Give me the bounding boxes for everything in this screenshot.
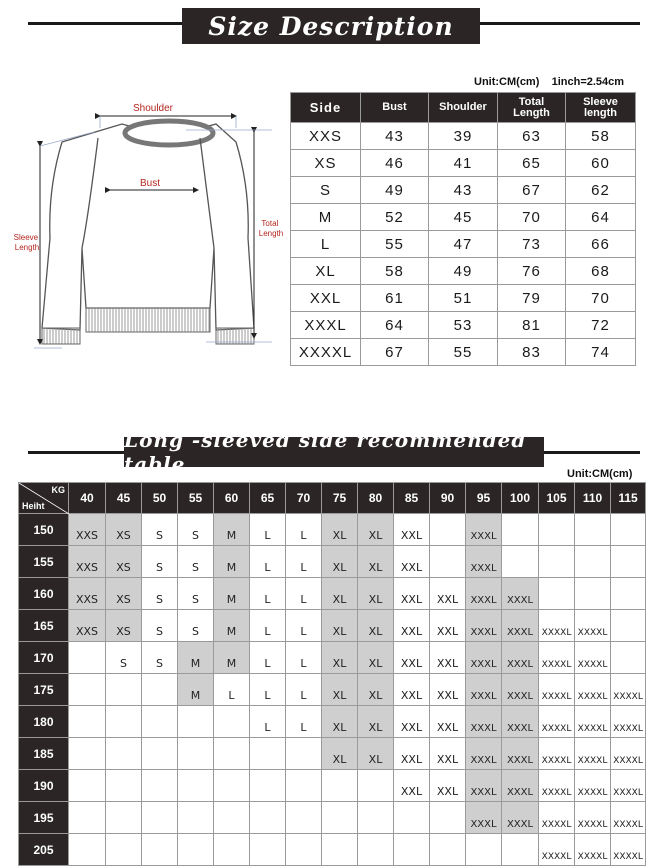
size-value-cell: 66 — [566, 231, 636, 258]
recommend-cell: S — [178, 514, 214, 546]
recommend-cell — [178, 706, 214, 738]
recommend-cell: XXXL — [466, 610, 502, 642]
waist-rib — [86, 308, 210, 332]
recommend-cell: XXL — [394, 546, 430, 578]
recommend-cell: M — [214, 578, 250, 610]
recommend-cell — [106, 834, 142, 866]
size-value-cell: 43 — [361, 123, 429, 150]
kg-header: 90 — [430, 483, 466, 514]
page-title: Size Description — [182, 8, 480, 44]
recommend-cell: S — [178, 578, 214, 610]
recommend-cell — [502, 514, 539, 546]
recommend-cell — [178, 802, 214, 834]
recommend-cell: XXXXL — [575, 642, 611, 674]
recommend-cell — [250, 834, 286, 866]
recommend-cell — [142, 834, 178, 866]
recommend-cell — [106, 770, 142, 802]
size-value-cell: 64 — [361, 312, 429, 339]
recommend-cell: XXXL — [466, 738, 502, 770]
recommend-cell: XXXXL — [575, 834, 611, 866]
recommend-cell: XXL — [394, 578, 430, 610]
height-header: 155 — [19, 546, 69, 578]
recommend-cell: XXXXL — [539, 642, 575, 674]
recommend-cell — [142, 674, 178, 706]
recommend-cell: XXXXL — [539, 770, 575, 802]
size-value-cell: 67 — [361, 339, 429, 366]
recommend-cell — [250, 738, 286, 770]
total-length-label: Total Length — [258, 219, 284, 238]
recommend-cell — [69, 834, 106, 866]
recommend-cell: XXXL — [466, 770, 502, 802]
size-value-cell: 74 — [566, 339, 636, 366]
recommend-cell: L — [286, 642, 322, 674]
recommend-cell — [142, 706, 178, 738]
size-value-cell: 53 — [429, 312, 498, 339]
kg-header: 65 — [250, 483, 286, 514]
recommend-cell: S — [106, 642, 142, 674]
recommend-cell: XXXXL — [611, 770, 646, 802]
recommend-cell: XXL — [394, 642, 430, 674]
corner-height-label: Heiht — [22, 501, 45, 511]
recommend-cell: XL — [322, 674, 358, 706]
recommend-cell: S — [178, 610, 214, 642]
recommend-cell: M — [214, 610, 250, 642]
recommend-cell: XXL — [430, 578, 466, 610]
size-value-cell: 49 — [429, 258, 498, 285]
height-header: 150 — [19, 514, 69, 546]
kg-header: 70 — [286, 483, 322, 514]
size-value-cell: 70 — [566, 285, 636, 312]
recommend-cell — [286, 738, 322, 770]
rec-rule-right — [544, 451, 640, 454]
recommend-cell: XXXL — [466, 802, 502, 834]
recommend-cell: XXXXL — [539, 802, 575, 834]
recommend-cell: L — [286, 610, 322, 642]
recommend-cell — [575, 546, 611, 578]
recommend-cell — [358, 802, 394, 834]
kg-header: 85 — [394, 483, 430, 514]
size-value-cell: 41 — [429, 150, 498, 177]
kg-header: 110 — [575, 483, 611, 514]
title-rule-left — [28, 22, 182, 25]
recommend-cell: XL — [358, 546, 394, 578]
size-label-cell: XXS — [291, 123, 361, 150]
size-value-cell: 51 — [429, 285, 498, 312]
recommend-cell: XXL — [430, 674, 466, 706]
recommend-cell — [214, 802, 250, 834]
size-value-cell: 65 — [498, 150, 566, 177]
recommend-cell — [69, 802, 106, 834]
height-header: 195 — [19, 802, 69, 834]
height-header: 160 — [19, 578, 69, 610]
recommend-cell — [69, 738, 106, 770]
recommend-cell: XXS — [69, 610, 106, 642]
recommend-cell: XXXXL — [611, 802, 646, 834]
recommend-cell: XXL — [394, 770, 430, 802]
recommend-cell: XL — [322, 610, 358, 642]
recommend-cell: XXXL — [502, 738, 539, 770]
size-value-cell: 79 — [498, 285, 566, 312]
size-label-cell: S — [291, 177, 361, 204]
recommend-cell: XS — [106, 578, 142, 610]
recommend-cell: XXXL — [466, 578, 502, 610]
recommend-cell — [611, 610, 646, 642]
recommend-cell: XXXXL — [539, 610, 575, 642]
recommend-cell: XXS — [69, 514, 106, 546]
cuff-left-rib — [42, 328, 80, 344]
size-row — [291, 150, 636, 177]
recommend-cell — [142, 770, 178, 802]
recommend-row — [19, 578, 646, 610]
recommend-cell: XXXL — [466, 546, 502, 578]
size-table — [290, 92, 636, 366]
recommend-cell — [358, 770, 394, 802]
recommend-cell: XL — [358, 674, 394, 706]
size-row — [291, 285, 636, 312]
size-row — [291, 312, 636, 339]
size-value-cell: 58 — [566, 123, 636, 150]
recommend-cell — [322, 802, 358, 834]
size-value-cell: 72 — [566, 312, 636, 339]
recommend-cell: XL — [358, 610, 394, 642]
kg-header: 50 — [142, 483, 178, 514]
size-value-cell: 39 — [429, 123, 498, 150]
corner-kg-label: KG — [51, 485, 65, 495]
recommend-cell — [502, 834, 539, 866]
size-label-cell: M — [291, 204, 361, 231]
recommend-cell: XXXL — [502, 770, 539, 802]
recommend-cell: XXL — [430, 610, 466, 642]
recommend-cell: XL — [358, 706, 394, 738]
recommend-cell: L — [286, 514, 322, 546]
recommend-cell: L — [286, 706, 322, 738]
recommend-row — [19, 834, 646, 866]
recommend-cell — [214, 834, 250, 866]
recommend-row — [19, 674, 646, 706]
recommend-cell — [106, 706, 142, 738]
kg-header: 60 — [214, 483, 250, 514]
size-value-cell: 43 — [429, 177, 498, 204]
size-value-cell: 68 — [566, 258, 636, 285]
size-row — [291, 123, 636, 150]
recommend-cell — [69, 642, 106, 674]
recommend-cell — [575, 578, 611, 610]
recommend-cell: S — [142, 514, 178, 546]
recommend-cell: S — [142, 642, 178, 674]
recommend-row — [19, 546, 646, 578]
recommend-cell — [178, 738, 214, 770]
size-value-cell: 83 — [498, 339, 566, 366]
recommend-row — [19, 642, 646, 674]
size-value-cell: 45 — [429, 204, 498, 231]
size-value-cell: 70 — [498, 204, 566, 231]
size-row — [291, 231, 636, 258]
recommend-cell — [394, 834, 430, 866]
recommend-cell: XXXXL — [539, 738, 575, 770]
recommend-cell: L — [250, 642, 286, 674]
kg-header: 80 — [358, 483, 394, 514]
recommend-cell: XS — [106, 514, 142, 546]
size-value-cell: 55 — [429, 339, 498, 366]
height-header: 165 — [19, 610, 69, 642]
size-value-cell: 73 — [498, 231, 566, 258]
height-header: 175 — [19, 674, 69, 706]
recommend-cell — [142, 802, 178, 834]
recommend-cell: XXXXL — [611, 738, 646, 770]
height-header: 170 — [19, 642, 69, 674]
recommend-cell: XL — [322, 578, 358, 610]
kg-header: 75 — [322, 483, 358, 514]
recommend-cell — [69, 674, 106, 706]
recommend-cell: XXXXL — [575, 738, 611, 770]
recommend-cell: S — [142, 610, 178, 642]
recommend-cell — [466, 834, 502, 866]
recommend-cell: XXL — [430, 642, 466, 674]
recommend-cell — [250, 802, 286, 834]
recommend-cell: XL — [322, 514, 358, 546]
recommend-row — [19, 802, 646, 834]
recommend-cell: XXXXL — [611, 706, 646, 738]
recommend-cell: XXXXL — [539, 674, 575, 706]
recommend-cell: L — [286, 546, 322, 578]
recommend-cell: XL — [358, 738, 394, 770]
recommend-cell: XXXXL — [575, 770, 611, 802]
height-header: 190 — [19, 770, 69, 802]
recommend-cell — [69, 770, 106, 802]
recommend-cell: XXXL — [502, 578, 539, 610]
kg-header: 100 — [502, 483, 539, 514]
recommend-cell — [539, 546, 575, 578]
size-label-cell: XL — [291, 258, 361, 285]
recommend-cell: XXS — [69, 578, 106, 610]
recommend-cell: XXL — [394, 674, 430, 706]
recommend-cell: XXL — [430, 738, 466, 770]
title-rule-right — [480, 22, 640, 25]
recommend-cell — [69, 706, 106, 738]
recommend-cell: L — [250, 514, 286, 546]
recommend-cell: XL — [322, 738, 358, 770]
recommend-cell: M — [178, 674, 214, 706]
recommend-cell: L — [286, 578, 322, 610]
size-row — [291, 339, 636, 366]
height-header: 205 — [19, 834, 69, 866]
recommend-cell: XXXL — [466, 514, 502, 546]
kg-header: 55 — [178, 483, 214, 514]
recommend-cell: XL — [322, 706, 358, 738]
recommend-cell: XXL — [394, 610, 430, 642]
recommend-cell — [286, 802, 322, 834]
recommend-cell — [322, 834, 358, 866]
recommend-cell: XL — [322, 642, 358, 674]
recommend-cell: L — [250, 578, 286, 610]
recommend-cell: XXL — [394, 706, 430, 738]
recommend-cell: L — [250, 546, 286, 578]
size-header-total-length: Total Length — [498, 93, 566, 123]
recommend-cell: XXXXL — [575, 674, 611, 706]
recommend-unit-note: Unit:CM(cm) — [567, 468, 633, 480]
recommend-cell: XXL — [430, 770, 466, 802]
recommend-cell: XXXL — [502, 674, 539, 706]
recommend-corner — [19, 483, 69, 514]
recommend-cell — [394, 802, 430, 834]
size-header-shoulder: Shoulder — [429, 93, 498, 123]
size-label-cell: XXL — [291, 285, 361, 312]
size-header-side: Side — [291, 93, 361, 123]
size-value-cell: 55 — [361, 231, 429, 258]
size-value-cell: 81 — [498, 312, 566, 339]
size-label-cell: XS — [291, 150, 361, 177]
kg-header: 105 — [539, 483, 575, 514]
recommend-cell: XL — [358, 642, 394, 674]
size-header-bust: Bust — [361, 93, 429, 123]
recommend-cell: XXL — [394, 514, 430, 546]
size-value-cell: 67 — [498, 177, 566, 204]
kg-header: 40 — [69, 483, 106, 514]
size-value-cell: 62 — [566, 177, 636, 204]
size-value-cell: 49 — [361, 177, 429, 204]
size-value-cell: 63 — [498, 123, 566, 150]
size-value-cell: 61 — [361, 285, 429, 312]
recommend-cell: XXXL — [502, 610, 539, 642]
recommend-cell: XXXXL — [575, 706, 611, 738]
recommend-cell: XS — [106, 610, 142, 642]
recommend-cell: XXXL — [502, 642, 539, 674]
size-value-cell: 47 — [429, 231, 498, 258]
size-value-cell: 52 — [361, 204, 429, 231]
recommend-cell: XXXL — [466, 674, 502, 706]
recommend-cell: S — [142, 546, 178, 578]
recommend-cell: L — [250, 706, 286, 738]
recommend-cell: S — [142, 578, 178, 610]
recommend-cell: XXXL — [466, 706, 502, 738]
rec-rule-left — [28, 451, 124, 454]
recommend-cell: L — [250, 610, 286, 642]
recommend-cell — [611, 514, 646, 546]
recommend-cell: M — [178, 642, 214, 674]
recommend-cell — [611, 642, 646, 674]
size-value-cell: 58 — [361, 258, 429, 285]
recommend-cell — [322, 770, 358, 802]
recommend-cell: XXL — [430, 706, 466, 738]
kg-header: 115 — [611, 483, 646, 514]
recommend-cell: XL — [358, 514, 394, 546]
recommend-cell: S — [178, 546, 214, 578]
recommend-cell — [430, 834, 466, 866]
recommend-cell: XXXXL — [575, 610, 611, 642]
recommend-cell: M — [214, 514, 250, 546]
recommend-cell: XXXXL — [539, 706, 575, 738]
unit-note: Unit:CM(cm) 1inch=2.54cm — [474, 76, 625, 88]
recommend-cell: XXS — [69, 546, 106, 578]
recommend-cell — [430, 546, 466, 578]
size-header-sleeve-length: Sleeve length — [566, 93, 636, 123]
recommend-cell — [611, 578, 646, 610]
recommend-cell: XXXXL — [611, 674, 646, 706]
sweater-outline — [42, 121, 254, 330]
recommend-cell: XXXXL — [539, 834, 575, 866]
recommend-cell — [106, 738, 142, 770]
size-row — [291, 258, 636, 285]
recommend-cell: M — [214, 546, 250, 578]
recommend-row — [19, 738, 646, 770]
size-label-cell: XXXXL — [291, 339, 361, 366]
recommend-cell — [178, 770, 214, 802]
recommend-row — [19, 770, 646, 802]
height-header: 180 — [19, 706, 69, 738]
bust-label: Bust — [139, 178, 161, 189]
size-label-cell: XXXL — [291, 312, 361, 339]
recommend-cell — [539, 514, 575, 546]
recommend-row — [19, 706, 646, 738]
recommend-cell — [214, 706, 250, 738]
recommend-cell: XXXXL — [611, 834, 646, 866]
recommend-cell: XXXL — [502, 706, 539, 738]
recommend-cell: XXXL — [466, 642, 502, 674]
recommend-cell: XL — [358, 578, 394, 610]
recommend-cell: XXXXL — [575, 802, 611, 834]
recommend-cell — [286, 834, 322, 866]
recommend-cell: XL — [322, 546, 358, 578]
recommend-cell — [214, 770, 250, 802]
sweater-diagram — [10, 98, 292, 360]
recommend-cell — [250, 770, 286, 802]
recommend-cell — [611, 546, 646, 578]
size-value-cell: 76 — [498, 258, 566, 285]
recommend-cell — [358, 834, 394, 866]
sleeve-length-label: Sleeve Length — [13, 233, 40, 252]
size-value-cell: 60 — [566, 150, 636, 177]
recommend-cell — [178, 834, 214, 866]
recommend-cell — [575, 514, 611, 546]
recommend-cell: XS — [106, 546, 142, 578]
size-value-cell: 64 — [566, 204, 636, 231]
recommend-cell: XXL — [394, 738, 430, 770]
size-value-cell: 46 — [361, 150, 429, 177]
recommend-cell — [286, 770, 322, 802]
recommend-title: Long -sleeved side recommended table — [124, 437, 544, 467]
kg-header: 95 — [466, 483, 502, 514]
recommend-cell — [214, 738, 250, 770]
recommend-cell — [106, 802, 142, 834]
recommend-cell: L — [286, 674, 322, 706]
recommend-cell — [539, 578, 575, 610]
recommend-cell — [142, 738, 178, 770]
recommend-cell — [106, 674, 142, 706]
shoulder-label: Shoulder — [132, 103, 174, 114]
recommend-cell: XXXL — [502, 802, 539, 834]
recommend-cell — [430, 802, 466, 834]
recommend-row — [19, 514, 646, 546]
recommend-table — [18, 482, 646, 866]
recommend-cell — [430, 514, 466, 546]
recommend-cell: L — [214, 674, 250, 706]
size-label-cell: L — [291, 231, 361, 258]
size-row — [291, 177, 636, 204]
recommend-cell — [502, 546, 539, 578]
kg-header: 45 — [106, 483, 142, 514]
height-header: 185 — [19, 738, 69, 770]
recommend-row — [19, 610, 646, 642]
size-row — [291, 204, 636, 231]
recommend-cell: M — [214, 642, 250, 674]
recommend-cell: L — [250, 674, 286, 706]
